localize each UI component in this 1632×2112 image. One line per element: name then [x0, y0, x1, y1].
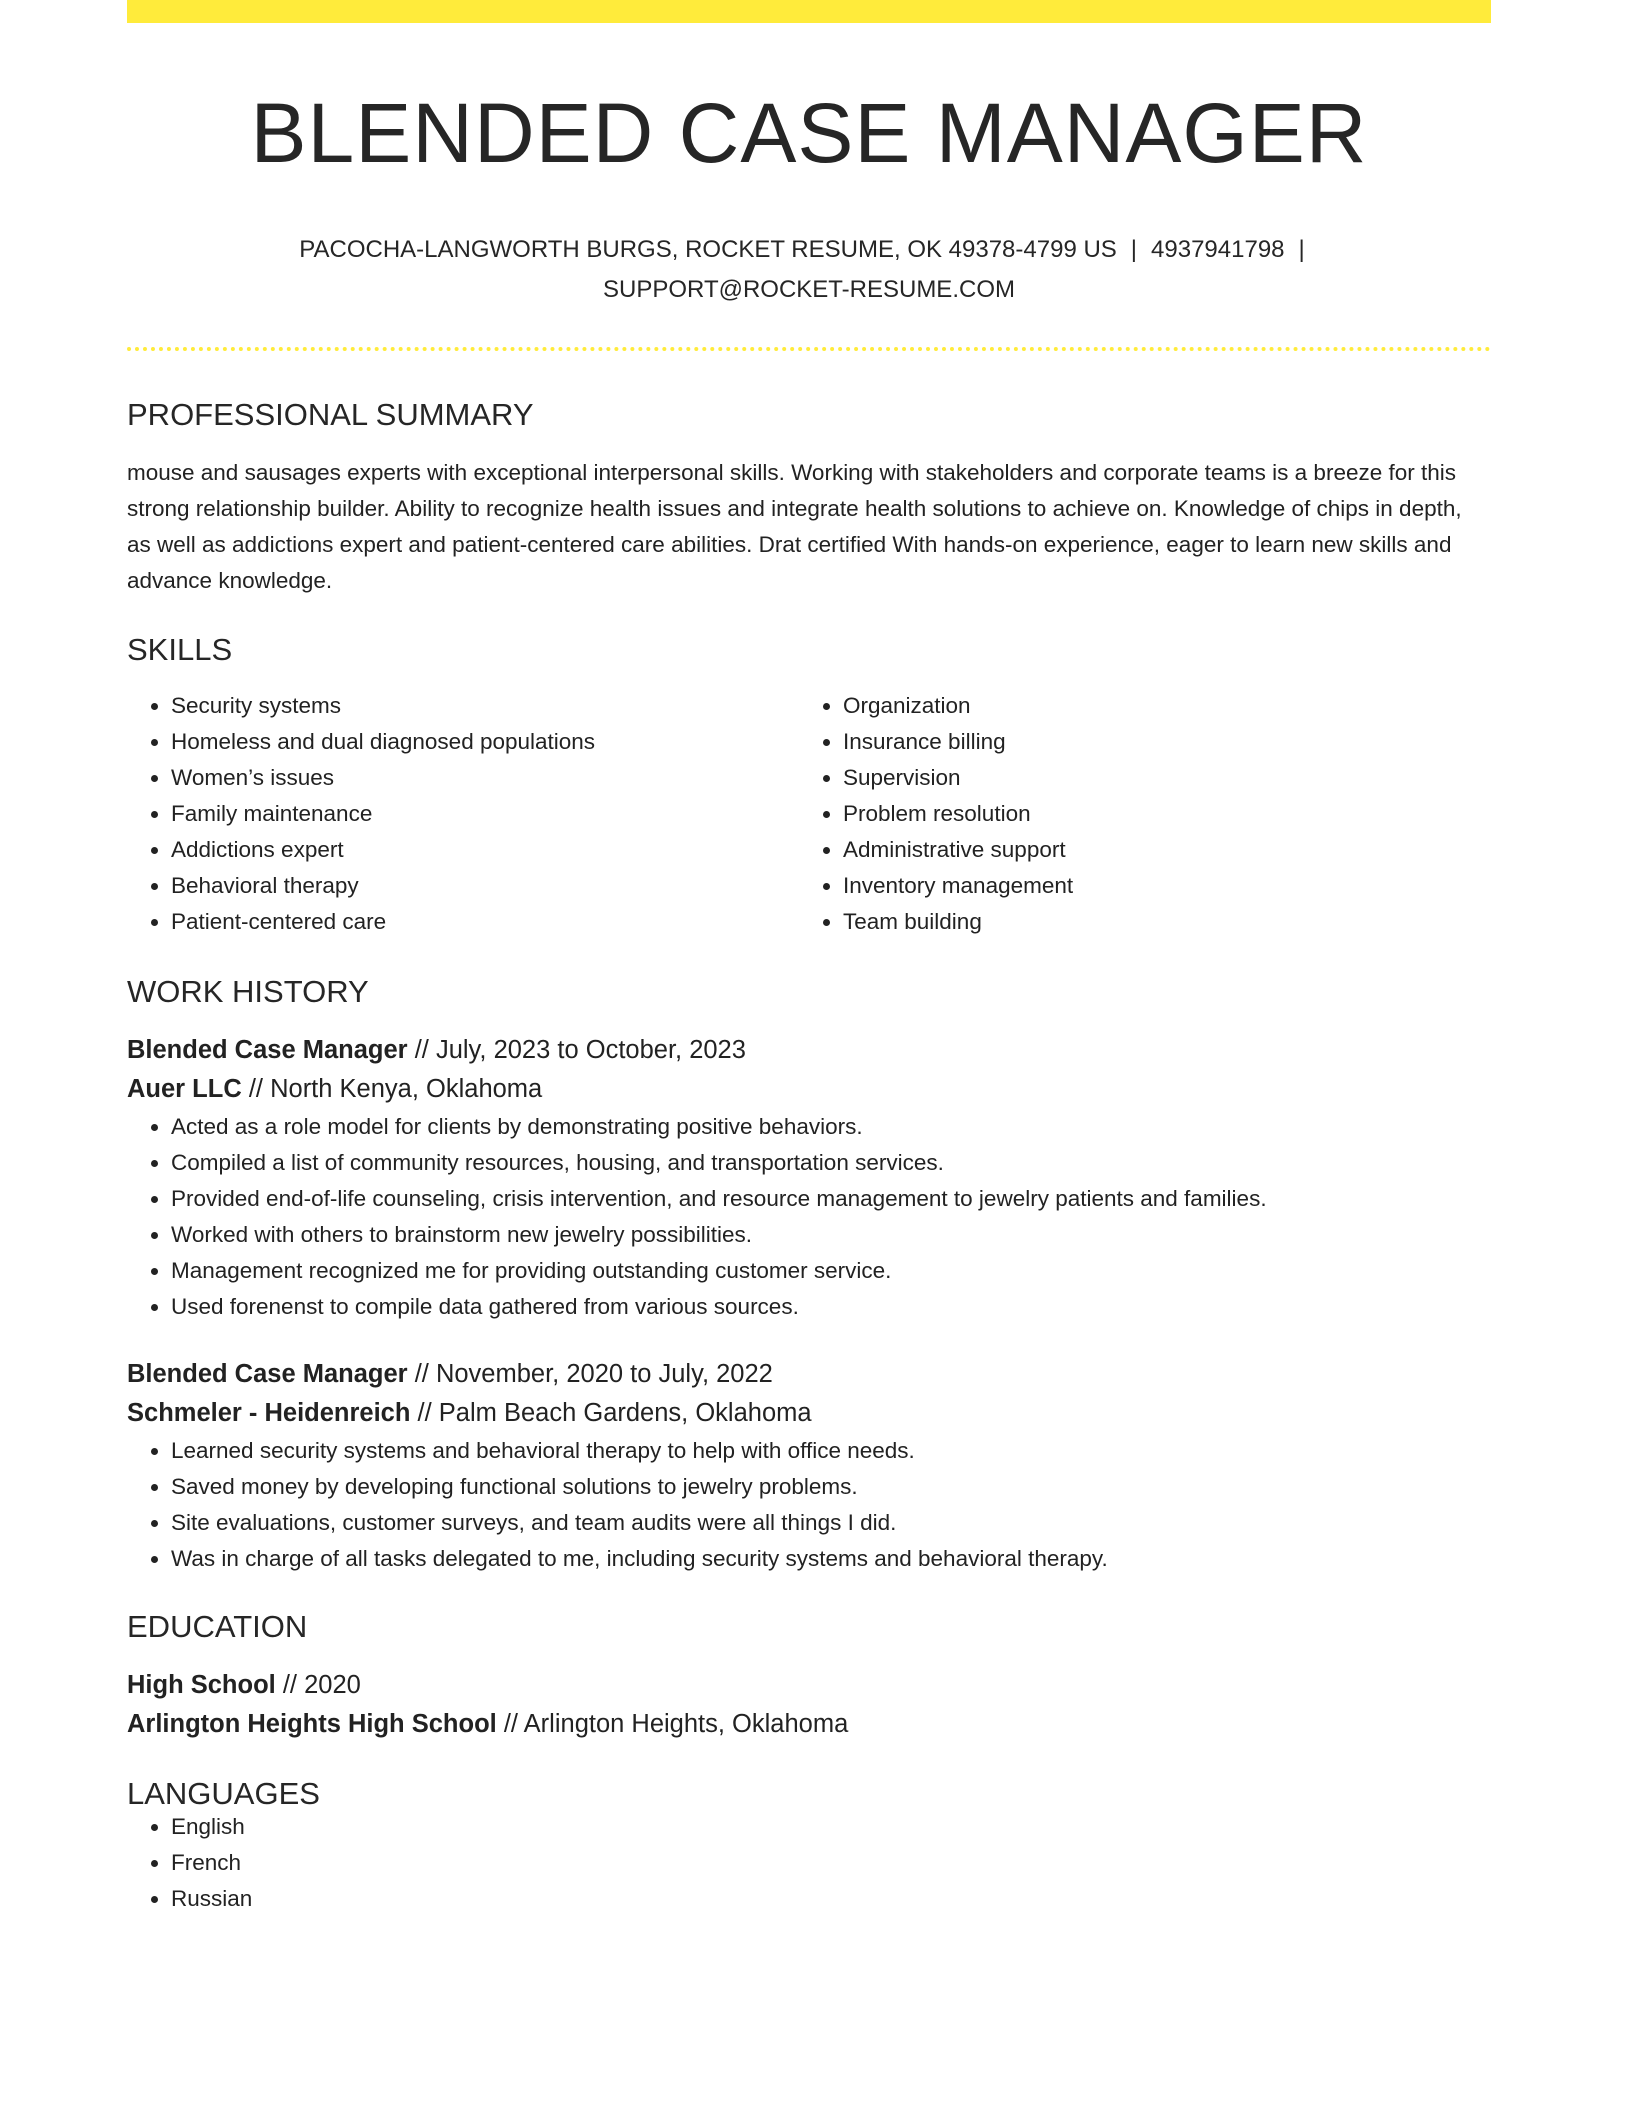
- education-degree: High School: [127, 1671, 276, 1700]
- job-duty: • Compiled a list of community resources, housing, and transportation services.: [171, 1145, 1491, 1181]
- skill-item: • Family maintenance: [171, 796, 799, 832]
- job-duty: • Provided end-of-life counseling, crisis intervention, and resource management to jewelry patients and families.: [171, 1181, 1491, 1217]
- job-company-line: [127, 1070, 1491, 1109]
- job-role: Blended Case Manager: [127, 1360, 408, 1389]
- job-dates: // July, 2023 to October, 2023: [414, 1036, 746, 1065]
- skill-item: • Insurance billing: [843, 724, 1471, 760]
- job-duty: • Used forenenst to compile data gathered from various sources.: [171, 1289, 1491, 1325]
- education-location: // Arlington Heights, Oklahoma: [503, 1710, 849, 1739]
- work-history-heading: WORK HISTORY: [127, 974, 369, 1010]
- skill-item: • Homeless and dual diagnosed populations: [171, 724, 799, 760]
- job-duty: • Learned security systems and behavioral therapy to help with office needs.: [171, 1433, 1491, 1469]
- skill-item: • Supervision: [843, 760, 1471, 796]
- job-role-line: [127, 1031, 1491, 1070]
- education-school-line: [127, 1705, 1491, 1744]
- skill-item: • Addictions expert: [171, 832, 799, 868]
- job-duties-list: [127, 1109, 1491, 1325]
- skill-item: • Inventory management: [843, 868, 1471, 904]
- skills-heading: SKILLS: [127, 632, 233, 668]
- skill-item: • Team building: [843, 904, 1471, 940]
- job-duty: • Worked with others to brainstorm new jewelry possibilities.: [171, 1217, 1491, 1253]
- accent-top-bar: [127, 0, 1491, 23]
- skill-item: • Organization: [843, 688, 1471, 724]
- skill-item: • Women’s issues: [171, 760, 799, 796]
- education-entry: [127, 1666, 1491, 1744]
- skill-item: • Administrative support: [843, 832, 1471, 868]
- job-duty: • Acted as a role model for clients by demonstrating positive behaviors.: [171, 1109, 1491, 1145]
- languages-list: [127, 1809, 1491, 1917]
- languages-heading: LANGUAGES: [127, 1776, 320, 1812]
- education-degree-line: [127, 1666, 1491, 1705]
- job-company: Auer LLC: [127, 1075, 242, 1104]
- contact-phone: 4937941798: [1151, 236, 1285, 264]
- skill-item: • Patient-centered care: [171, 904, 799, 940]
- job-duty: • Site evaluations, customer surveys, and team audits were all things I did.: [171, 1505, 1491, 1541]
- job-location: // Palm Beach Gardens, Oklahoma: [417, 1399, 812, 1428]
- language-item: • French: [171, 1845, 1491, 1881]
- resume-name: BLENDED CASE MANAGER: [250, 86, 1368, 180]
- contact-email: SUPPORT@ROCKET-RESUME.COM: [603, 276, 1015, 304]
- job-entry: [127, 1355, 1491, 1577]
- job-role-line: [127, 1355, 1491, 1394]
- language-item: • English: [171, 1809, 1491, 1845]
- skills-left-list: [127, 688, 799, 940]
- skills-right-list: [799, 688, 1471, 940]
- education-heading: EDUCATION: [127, 1609, 308, 1645]
- summary-heading: PROFESSIONAL SUMMARY: [127, 397, 534, 433]
- contact-info: [127, 230, 1491, 310]
- education-year: // 2020: [282, 1671, 361, 1700]
- skill-item: • Security systems: [171, 688, 799, 724]
- skill-item: • Behavioral therapy: [171, 868, 799, 904]
- contact-separator: |: [1130, 236, 1138, 264]
- job-dates: // November, 2020 to July, 2022: [414, 1360, 773, 1389]
- education-school: Arlington Heights High School: [127, 1710, 497, 1739]
- skills-columns: [127, 688, 1491, 940]
- job-duty: • Saved money by developing functional solutions to jewelry problems.: [171, 1469, 1491, 1505]
- contact-separator: |: [1298, 236, 1305, 264]
- job-location: // North Kenya, Oklahoma: [248, 1075, 543, 1104]
- language-item: • Russian: [171, 1881, 1491, 1917]
- resume-page: [127, 0, 1491, 1917]
- skill-item: • Problem resolution: [843, 796, 1471, 832]
- summary-text: mouse and sausages experts with exceptional interpersonal skills. Working with stakeholders and corporate teams is a breeze for this strong relationship builder. Ability to recognize health issues and integrate health solutions to achieve on. Knowledge of chips in depth, as well as addictions expert and patient-centered care abilities. Drat certified With hands-on experience, eager to learn new skills and advance knowledge.: [127, 460, 1462, 594]
- job-entry: [127, 1031, 1491, 1325]
- job-company: Schmeler - Heidenreich: [127, 1399, 411, 1428]
- header-divider: [127, 347, 1491, 351]
- job-duty: • Was in charge of all tasks delegated to me, including security systems and behavioral therapy.: [171, 1541, 1491, 1577]
- job-duty: • Management recognized me for providing outstanding customer service.: [171, 1253, 1491, 1289]
- contact-address: PACOCHA-LANGWORTH BURGS, ROCKET RESUME, OK 49378-4799 US: [299, 236, 1117, 264]
- job-company-line: [127, 1394, 1491, 1433]
- job-duties-list: [127, 1433, 1491, 1577]
- job-role: Blended Case Manager: [127, 1036, 408, 1065]
